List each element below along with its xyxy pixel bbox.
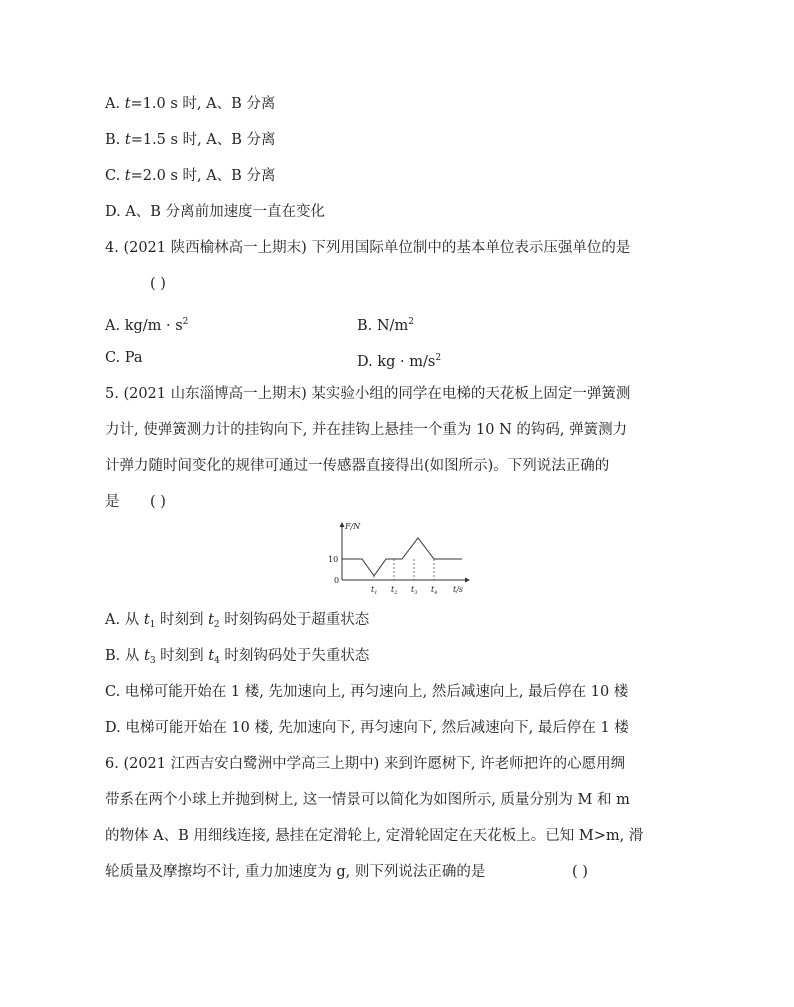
force-curve <box>342 538 462 576</box>
q6-stem-line-1: 6. (2021 江西吉安白鹭洲中学高三上期中) 来到许愿树下, 许老师把许的心愿用绸 <box>105 756 626 772</box>
y-axis-label: F/N <box>345 522 361 531</box>
q4-option-a: A. $kg/m \cdot s^2$ <box>105 317 189 334</box>
q5-option-a: A. 从 $t_1$ 时刻到 $t_2$ 时刻钩码处于超重状态 <box>105 612 370 630</box>
q6-stem-line-4: 轮质量及摩擦均不计, 重力加速度为 g, 则下列说法正确的是 <box>105 864 486 880</box>
origin-label: 0 <box>334 576 340 585</box>
q6-answer-paren: ( ) <box>572 864 588 880</box>
q5-stem-line-2: 力计, 使弹簧测力计的挂钩向下, 并在挂钩上悬挂一个重为 10 N 的钩码, 弹簧测力 <box>105 422 628 438</box>
x-axis-label: t/s <box>453 585 464 594</box>
q4-option-c: C. Pa <box>105 350 143 366</box>
x-tick-label: $t_2$ <box>391 585 398 596</box>
y-axis-arrow <box>340 522 345 527</box>
q5-answer-paren: ( ) <box>150 494 166 510</box>
q3-option-c: C. t=2.0 s 时, A、B 分离 <box>105 168 276 184</box>
q6-stem-line-3: 的物体 A、B 用细线连接, 悬挂在定滑轮上, 定滑轮固定在天花板上。已知 M>m, 滑 <box>105 828 644 844</box>
q3-option-b: B. t=1.5 s 时, A、B 分离 <box>105 132 276 148</box>
x-axis-arrow <box>465 578 470 583</box>
q5-option-b: B. 从 $t_3$ 时刻到 $t_4$ 时刻钩码处于失重状态 <box>105 648 370 666</box>
q4-option-d: D. kg · $m/s^2$ <box>357 353 442 370</box>
q4-answer-paren: ( ) <box>150 276 166 292</box>
q5-stem-line-3: 计弹力随时间变化的规律可通过一传感器直接得出(如图所示)。下列说法正确的 <box>105 458 610 474</box>
q5-stem-line-1: 5. (2021 山东淄博高一上期末) 某实验小组的同学在电梯的天花板上固定一弹簧测 <box>105 386 631 402</box>
q3-option-a: A. t=1.0 s 时, A、B 分离 <box>105 96 276 112</box>
force-time-graph <box>320 520 480 600</box>
x-tick-label: $t_1$ <box>371 585 378 596</box>
q5-option-c: C. 电梯可能开始在 1 楼, 先加速向上, 再匀速向上, 然后减速向上, 最后停在 10 楼 <box>105 684 629 700</box>
q5-stem-line-4: 是 <box>105 494 120 510</box>
q3-option-d: D. A、B 分离前加速度一直在变化 <box>105 204 326 220</box>
q6-stem-line-2: 带系在两个小球上并抛到树上, 这一情景可以简化为如图所示, 质量分别为 M 和 m <box>105 792 630 808</box>
q5-option-d: D. 电梯可能开始在 10 楼, 先加速向下, 再匀速向下, 然后减速向下, 最后停在 1 楼 <box>105 720 629 736</box>
y-tick-label: 10 <box>328 555 339 564</box>
x-tick-label: $t_3$ <box>411 585 418 596</box>
q4-option-b: B. $N/m^2$ <box>357 317 414 334</box>
x-tick-label: $t_4$ <box>431 585 438 596</box>
q4-stem: 4. (2021 陕西榆林高一上期末) 下列用国际单位制中的基本单位表示压强单位的是 <box>105 240 631 256</box>
